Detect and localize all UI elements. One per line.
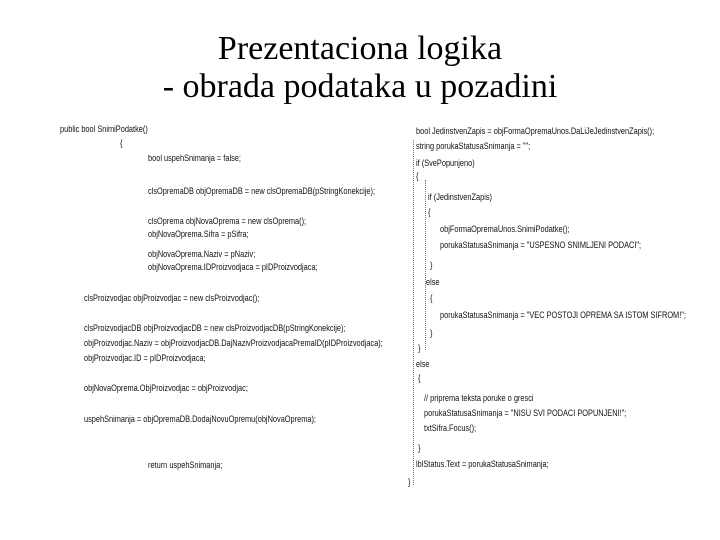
code-line: if (SvePopunjeno)	[416, 158, 475, 168]
code-line: lblStatus.Text = porukaStatusaSnimanja;	[416, 459, 549, 469]
code-line: bool JedinstvenZapis = objFormaOpremaUnos.DaLiJeJedinstvenZapis();	[416, 126, 655, 136]
code-line: // priprema teksta poruke o gresci	[424, 393, 534, 403]
code-line: }	[418, 343, 421, 353]
code-line: porukaStatusaSnimanja = "NISU SVI PODACI POPUNJENI!";	[424, 408, 627, 418]
code-line: objNovaOprema.ObjProizvodjac = objProizvodjac;	[84, 383, 248, 393]
code-line: porukaStatusaSnimanja = "VEC POSTOJI OPREMA SA ISTOM SIFROM!";	[440, 310, 686, 320]
slide-title-line-2: - obrada podataka u pozadini	[162, 68, 558, 105]
code-line: {	[416, 171, 419, 181]
code-line: objProizvodjac.ID = pIDProizvodjaca;	[84, 353, 206, 363]
code-line: uspehSnimanja = objOpremaDB.DodajNovuOpremu(objNovaOprema);	[84, 414, 316, 424]
code-line: }	[418, 443, 421, 453]
code-line: public bool SnimiPodatke()	[60, 124, 148, 134]
indent-guide	[413, 140, 414, 485]
code-line: objNovaOprema.Sifra = pSifra;	[148, 229, 249, 239]
code-line: }	[430, 260, 433, 270]
code-line: objProizvodjac.Naziv = objProizvodjacDB.DajNazivProizvodjacaPremaID(pIDProizvodjaca);	[84, 338, 383, 348]
code-line: bool uspehSnimanja = false;	[148, 153, 241, 163]
code-line: clsOprema objNovaOprema = new clsOprema();	[148, 216, 307, 226]
code-line: else	[426, 277, 440, 287]
code-line: objFormaOpremaUnos.SnimiPodatke();	[440, 224, 570, 234]
code-line: objNovaOprema.Naziv = pNaziv;	[148, 249, 256, 259]
code-line: porukaStatusaSnimanja = "USPESNO SNIMLJENI PODACI";	[440, 240, 642, 250]
code-line: }	[430, 328, 433, 338]
code-line: {	[120, 138, 123, 148]
slide-title-line-1: Prezentaciona logika	[217, 30, 503, 67]
code-line: {	[428, 207, 431, 217]
code-line: clsProizvodjacDB objProizvodjacDB = new clsProizvodjacDB(pStringKonekcije);	[84, 323, 346, 333]
code-line: }	[408, 477, 411, 487]
code-line: {	[430, 293, 433, 303]
code-line: clsOpremaDB objOpremaDB = new clsOpremaDB(pStringKonekcije);	[148, 186, 376, 196]
code-line: return uspehSnimanja;	[148, 460, 223, 470]
code-line: {	[418, 373, 421, 383]
code-line: if (JedinstvenZapis)	[428, 192, 492, 202]
code-line: objNovaOprema.IDProizvodjaca = pIDProizvodjaca;	[148, 262, 318, 272]
code-line: string porukaStatusaSnimanja = "";	[416, 141, 531, 151]
code-line: txtSifra.Focus();	[424, 423, 477, 433]
indent-guide	[425, 180, 426, 350]
code-line: else	[416, 359, 430, 369]
code-line: clsProizvodjac objProizvodjac = new clsProizvodjac();	[84, 293, 260, 303]
